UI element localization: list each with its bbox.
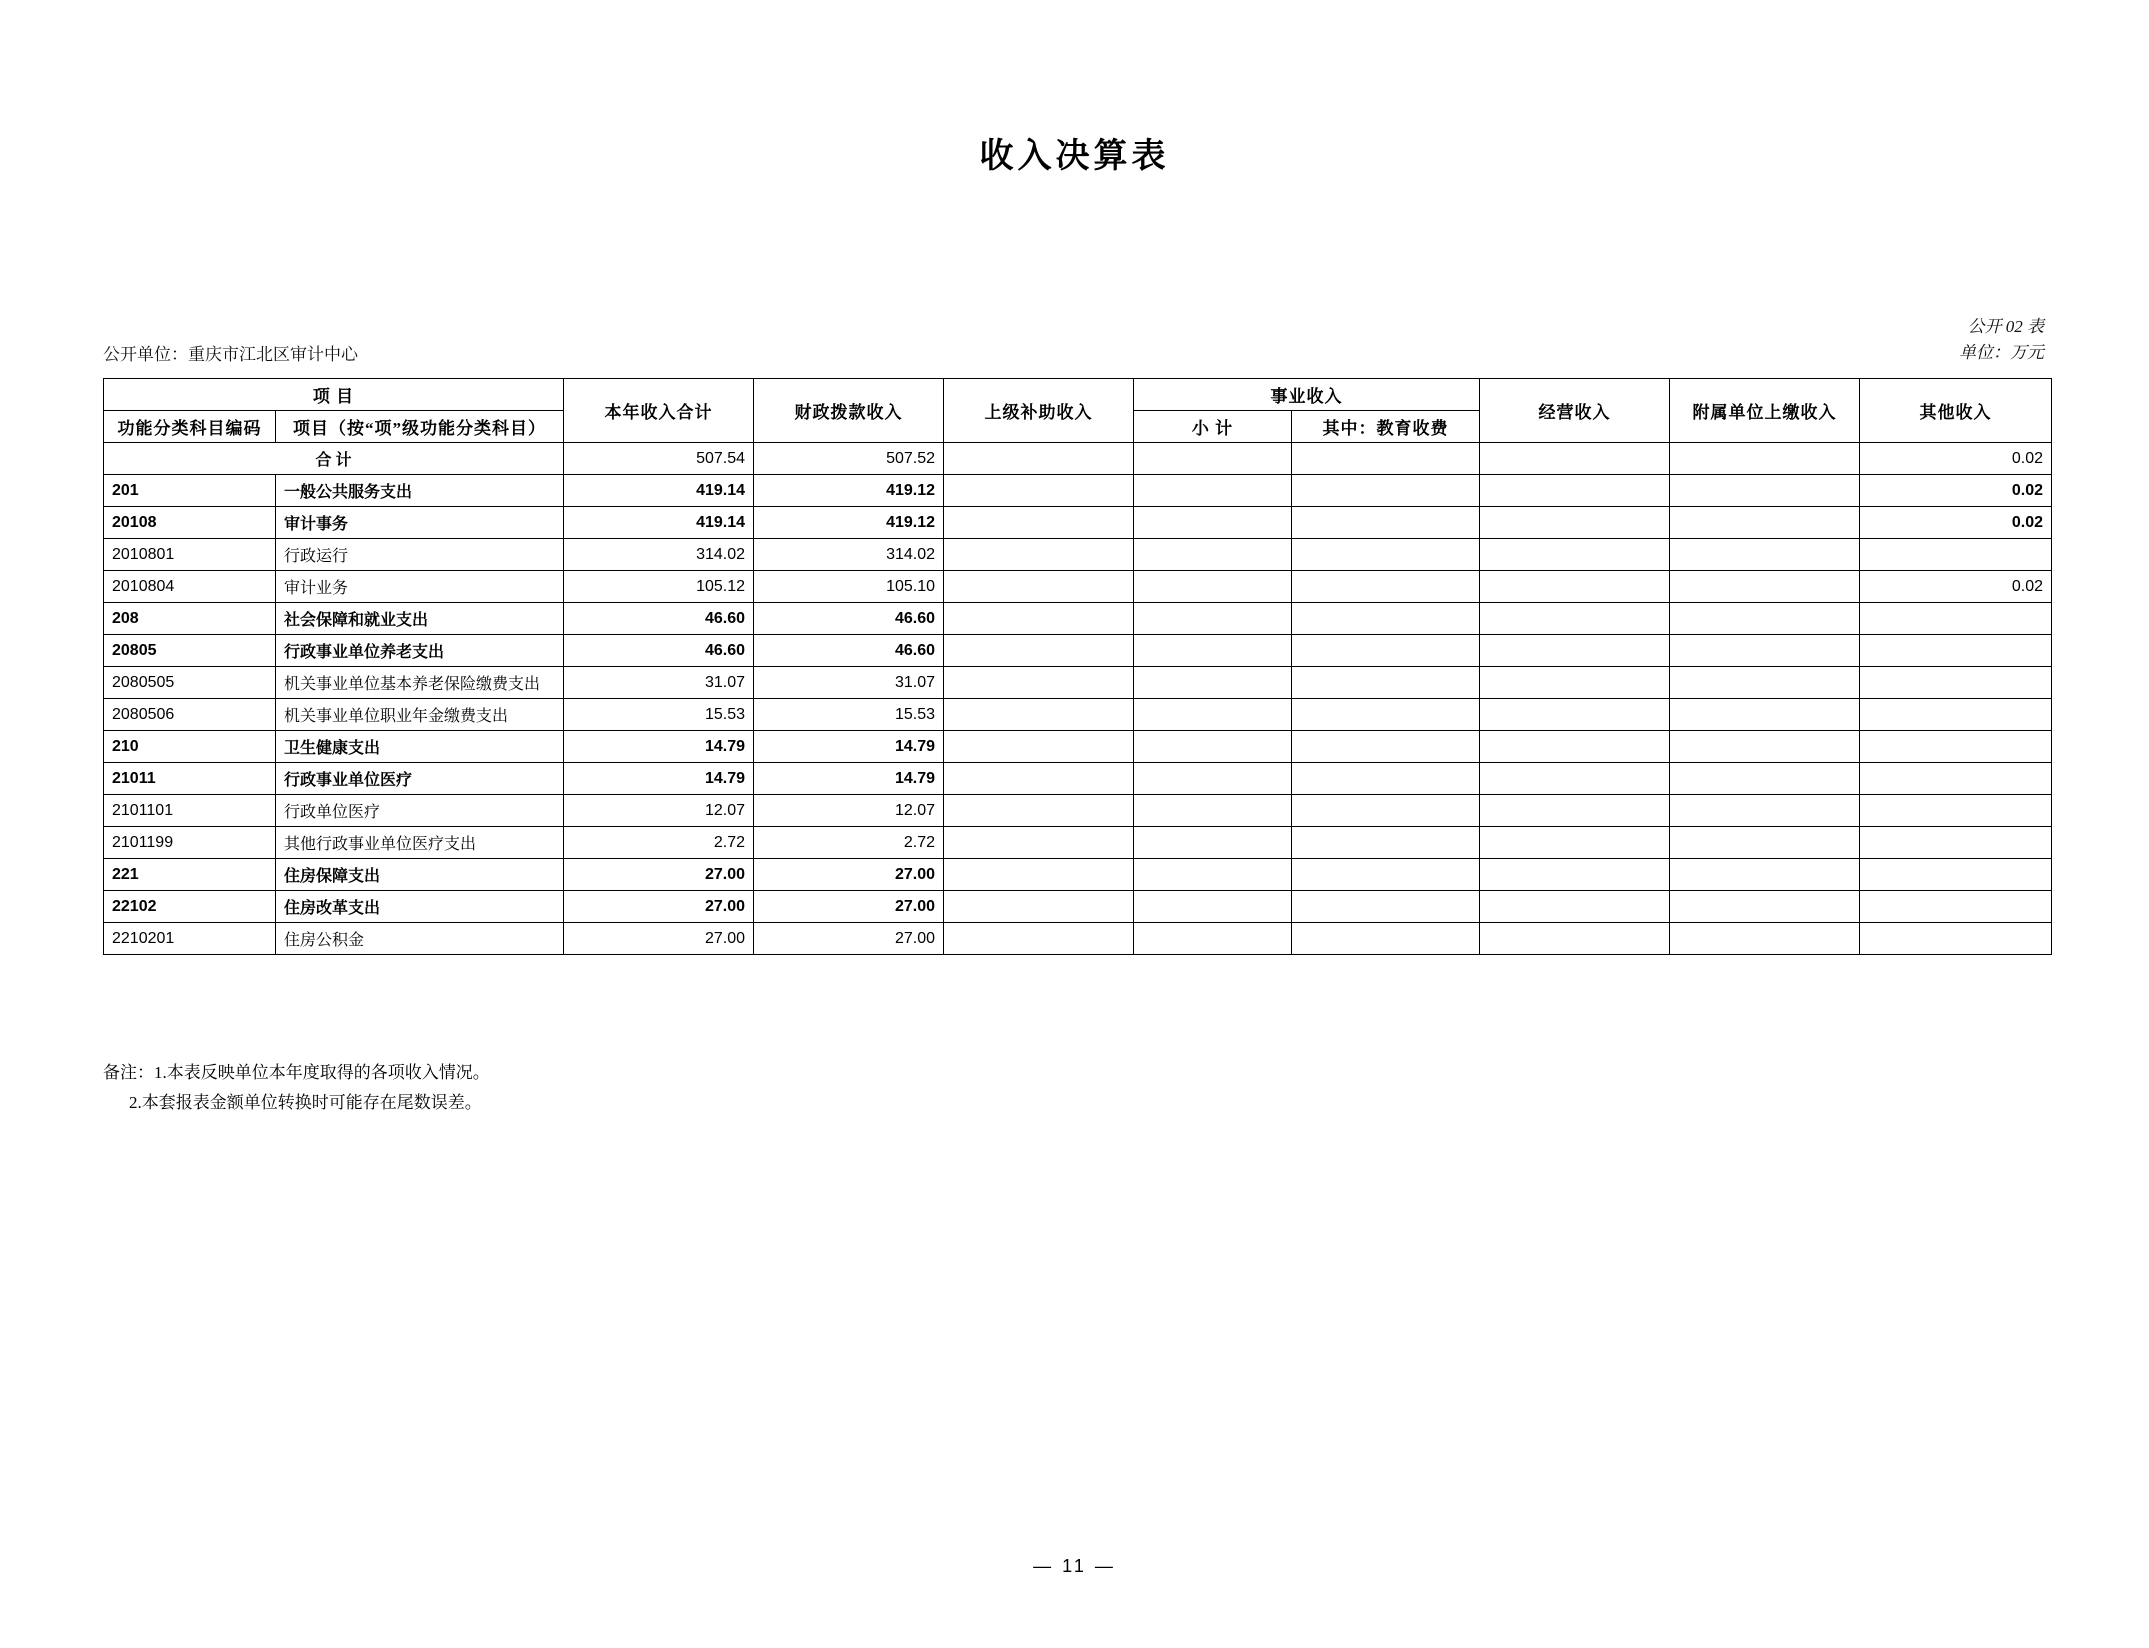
amount-unit-label: 单位：万元 [1959, 343, 2044, 363]
row-fiscal: 27.00 [754, 891, 944, 923]
row-code: 208 [104, 603, 276, 635]
row-year-total: 12.07 [564, 795, 754, 827]
row-fiscal: 31.07 [754, 667, 944, 699]
row-other [1860, 603, 2052, 635]
row-superior [944, 539, 1134, 571]
row-year-total: 2.72 [564, 827, 754, 859]
row-year-total: 46.60 [564, 635, 754, 667]
row-superior [944, 475, 1134, 507]
row-name: 审计事务 [276, 507, 564, 539]
total-other: 0.02 [1860, 443, 2052, 475]
row-code: 2080506 [104, 699, 276, 731]
header-project-group: 项 目 [104, 379, 564, 411]
row-business [1480, 859, 1670, 891]
row-shiye-edu [1292, 923, 1480, 955]
row-shiye-sub [1134, 731, 1292, 763]
row-shiye-sub [1134, 507, 1292, 539]
document-meta-right [1959, 314, 2044, 367]
total-shiye-sub [1134, 443, 1292, 475]
row-superior [944, 859, 1134, 891]
row-shiye-sub [1134, 827, 1292, 859]
header-fiscal-appropriation: 财政拨款收入 [754, 379, 944, 443]
row-code: 210 [104, 731, 276, 763]
row-name: 住房公积金 [276, 923, 564, 955]
header-shiye-education-fee: 其中：教育收费 [1292, 411, 1480, 443]
row-code: 2080505 [104, 667, 276, 699]
table-row [104, 539, 2052, 571]
total-fiscal: 507.52 [754, 443, 944, 475]
row-superior [944, 699, 1134, 731]
row-superior [944, 731, 1134, 763]
row-fiscal: 15.53 [754, 699, 944, 731]
row-shiye-edu [1292, 635, 1480, 667]
page-number: — 11 — [1033, 1556, 1116, 1576]
row-code: 2101199 [104, 827, 276, 859]
row-business [1480, 603, 1670, 635]
row-code: 20805 [104, 635, 276, 667]
row-fiscal: 314.02 [754, 539, 944, 571]
row-year-total: 14.79 [564, 763, 754, 795]
row-code: 201 [104, 475, 276, 507]
row-business [1480, 923, 1670, 955]
document-page [0, 128, 2149, 1648]
row-shiye-sub [1134, 699, 1292, 731]
row-name: 住房改革支出 [276, 891, 564, 923]
row-year-total: 27.00 [564, 923, 754, 955]
row-shiye-sub [1134, 891, 1292, 923]
row-shiye-sub [1134, 571, 1292, 603]
total-superior [944, 443, 1134, 475]
row-shiye-edu [1292, 827, 1480, 859]
row-affiliated [1670, 859, 1860, 891]
row-shiye-sub [1134, 923, 1292, 955]
row-name: 社会保障和就业支出 [276, 603, 564, 635]
row-other [1860, 699, 2052, 731]
header-business-income: 经营收入 [1480, 379, 1670, 443]
row-shiye-sub [1134, 635, 1292, 667]
row-shiye-edu [1292, 859, 1480, 891]
total-business [1480, 443, 1670, 475]
row-fiscal: 419.12 [754, 475, 944, 507]
row-name: 行政运行 [276, 539, 564, 571]
row-superior [944, 827, 1134, 859]
row-other: 0.02 [1860, 475, 2052, 507]
header-shiye-income-group: 事业收入 [1134, 379, 1480, 411]
row-affiliated [1670, 571, 1860, 603]
row-shiye-edu [1292, 891, 1480, 923]
row-name: 审计业务 [276, 571, 564, 603]
row-superior [944, 667, 1134, 699]
row-code: 2010804 [104, 571, 276, 603]
row-shiye-edu [1292, 539, 1480, 571]
row-business [1480, 571, 1670, 603]
row-year-total: 14.79 [564, 731, 754, 763]
row-shiye-edu [1292, 571, 1480, 603]
table-header-row-1 [104, 379, 2052, 411]
row-shiye-edu [1292, 475, 1480, 507]
row-name: 机关事业单位基本养老保险缴费支出 [276, 667, 564, 699]
row-shiye-edu [1292, 795, 1480, 827]
row-other [1860, 667, 2052, 699]
row-fiscal: 46.60 [754, 603, 944, 635]
total-year-total: 507.54 [564, 443, 754, 475]
header-affiliated-income: 附属单位上缴收入 [1670, 379, 1860, 443]
row-code: 221 [104, 859, 276, 891]
row-superior [944, 635, 1134, 667]
table-row [104, 475, 2052, 507]
row-code: 2210201 [104, 923, 276, 955]
header-project-name: 项目（按“项”级功能分类科目） [276, 411, 564, 443]
row-business [1480, 827, 1670, 859]
row-business [1480, 731, 1670, 763]
row-fiscal: 27.00 [754, 859, 944, 891]
row-business [1480, 763, 1670, 795]
table-body [104, 443, 2052, 955]
total-shiye-edu [1292, 443, 1480, 475]
row-affiliated [1670, 603, 1860, 635]
row-affiliated [1670, 507, 1860, 539]
row-shiye-edu [1292, 731, 1480, 763]
row-affiliated [1670, 827, 1860, 859]
row-shiye-edu [1292, 603, 1480, 635]
header-shiye-subtotal: 小 计 [1134, 411, 1292, 443]
row-year-total: 31.07 [564, 667, 754, 699]
header-superior-subsidy: 上级补助收入 [944, 379, 1134, 443]
row-superior [944, 795, 1134, 827]
table-row [104, 827, 2052, 859]
row-affiliated [1670, 475, 1860, 507]
table-row [104, 571, 2052, 603]
table-row [104, 667, 2052, 699]
table-notes [103, 1058, 490, 1118]
row-fiscal: 2.72 [754, 827, 944, 859]
row-shiye-sub [1134, 603, 1292, 635]
row-other [1860, 827, 2052, 859]
income-final-accounts-table [103, 378, 2052, 955]
row-affiliated [1670, 891, 1860, 923]
row-shiye-sub [1134, 763, 1292, 795]
table-row [104, 507, 2052, 539]
row-year-total: 27.00 [564, 859, 754, 891]
row-fiscal: 419.12 [754, 507, 944, 539]
total-affiliated [1670, 443, 1860, 475]
row-other [1860, 795, 2052, 827]
row-shiye-edu [1292, 763, 1480, 795]
row-code: 21011 [104, 763, 276, 795]
table-row [104, 859, 2052, 891]
row-superior [944, 891, 1134, 923]
row-superior [944, 603, 1134, 635]
row-code: 2101101 [104, 795, 276, 827]
header-other-income: 其他收入 [1860, 379, 2052, 443]
row-other [1860, 539, 2052, 571]
row-affiliated [1670, 763, 1860, 795]
row-name: 住房保障支出 [276, 859, 564, 891]
row-affiliated [1670, 731, 1860, 763]
row-shiye-sub [1134, 475, 1292, 507]
row-year-total: 46.60 [564, 603, 754, 635]
row-superior [944, 923, 1134, 955]
row-other [1860, 731, 2052, 763]
row-fiscal: 46.60 [754, 635, 944, 667]
row-other [1860, 891, 2052, 923]
row-other [1860, 859, 2052, 891]
page-title: 收入决算表 [979, 138, 1170, 175]
row-business [1480, 635, 1670, 667]
table-row [104, 891, 2052, 923]
table-row-total [104, 443, 2052, 475]
row-business [1480, 539, 1670, 571]
row-year-total: 27.00 [564, 891, 754, 923]
row-name: 机关事业单位职业年金缴费支出 [276, 699, 564, 731]
row-affiliated [1670, 539, 1860, 571]
row-fiscal: 12.07 [754, 795, 944, 827]
row-year-total: 15.53 [564, 699, 754, 731]
row-year-total: 419.14 [564, 475, 754, 507]
row-name: 其他行政事业单位医疗支出 [276, 827, 564, 859]
row-affiliated [1670, 795, 1860, 827]
table-row [104, 923, 2052, 955]
row-fiscal: 27.00 [754, 923, 944, 955]
row-superior [944, 571, 1134, 603]
row-shiye-sub [1134, 539, 1292, 571]
row-shiye-sub [1134, 795, 1292, 827]
row-code: 2010801 [104, 539, 276, 571]
row-shiye-edu [1292, 507, 1480, 539]
row-business [1480, 475, 1670, 507]
row-shiye-sub [1134, 667, 1292, 699]
row-name: 行政事业单位医疗 [276, 763, 564, 795]
row-affiliated [1670, 635, 1860, 667]
form-label: 公开 02 表 [1967, 317, 2044, 336]
table-row [104, 699, 2052, 731]
row-name: 行政单位医疗 [276, 795, 564, 827]
row-other [1860, 635, 2052, 667]
row-business [1480, 667, 1670, 699]
table-row [104, 603, 2052, 635]
row-affiliated [1670, 699, 1860, 731]
row-affiliated [1670, 667, 1860, 699]
row-other: 0.02 [1860, 571, 2052, 603]
table-row [104, 763, 2052, 795]
row-affiliated [1670, 923, 1860, 955]
row-shiye-edu [1292, 667, 1480, 699]
row-name: 行政事业单位养老支出 [276, 635, 564, 667]
row-shiye-edu [1292, 699, 1480, 731]
row-year-total: 419.14 [564, 507, 754, 539]
row-other [1860, 763, 2052, 795]
table-row [104, 635, 2052, 667]
row-code: 20108 [104, 507, 276, 539]
row-fiscal: 14.79 [754, 731, 944, 763]
row-code: 22102 [104, 891, 276, 923]
organization-label: 公开单位：重庆市江北区审计中心 [103, 345, 358, 364]
row-business [1480, 507, 1670, 539]
row-other [1860, 923, 2052, 955]
header-function-code: 功能分类科目编码 [104, 411, 276, 443]
row-other: 0.02 [1860, 507, 2052, 539]
header-year-total: 本年收入合计 [564, 379, 754, 443]
note-line-2: 2.本套报表金额单位转换时可能存在尾数误差。 [129, 1092, 482, 1112]
table-row [104, 795, 2052, 827]
row-fiscal: 14.79 [754, 763, 944, 795]
row-year-total: 105.12 [564, 571, 754, 603]
row-shiye-sub [1134, 859, 1292, 891]
row-superior [944, 507, 1134, 539]
row-name: 一般公共服务支出 [276, 475, 564, 507]
total-label: 合 计 [104, 443, 564, 475]
table-row [104, 731, 2052, 763]
row-superior [944, 763, 1134, 795]
row-business [1480, 891, 1670, 923]
row-year-total: 314.02 [564, 539, 754, 571]
row-name: 卫生健康支出 [276, 731, 564, 763]
row-business [1480, 795, 1670, 827]
note-line-1: 备注：1.本表反映单位本年度取得的各项收入情况。 [103, 1063, 490, 1082]
row-fiscal: 105.10 [754, 571, 944, 603]
row-business [1480, 699, 1670, 731]
